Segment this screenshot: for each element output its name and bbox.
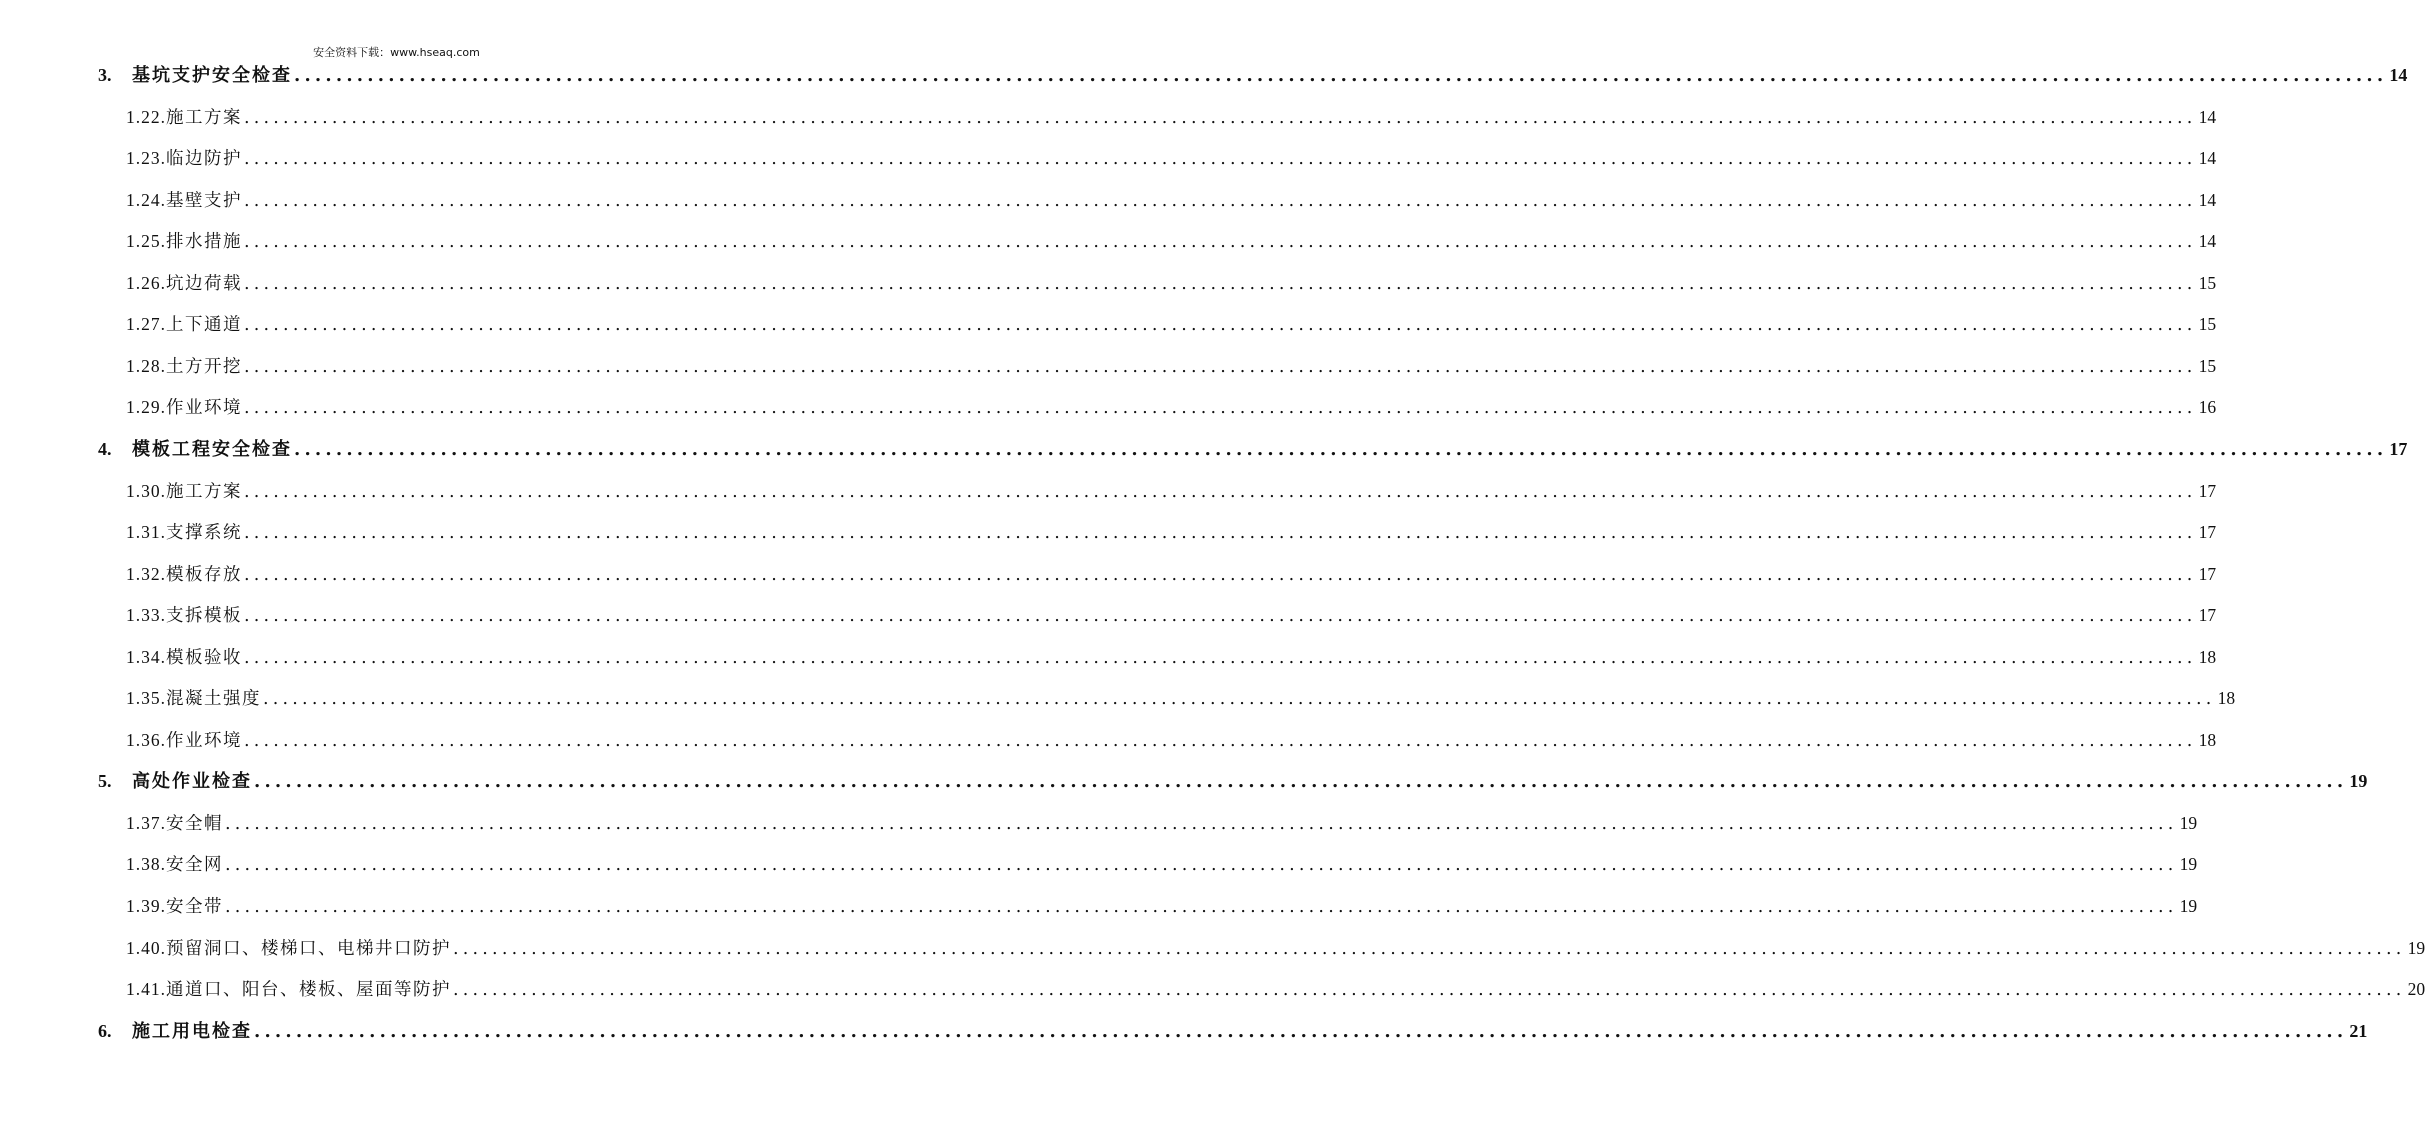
toc-entry-number: 1.22. — [126, 106, 166, 127]
toc-leader-dots: ........................................................................................................................................................................................................ — [254, 771, 2348, 793]
toc-page-number: 15 — [2198, 314, 2217, 335]
toc-leader-dots: ........................................................................................................................................................................................................ — [225, 813, 2178, 834]
toc-leader-dots: ........................................................................................................................................................................................................ — [244, 232, 2197, 253]
toc-entry-title: 1.33.支拆模板 — [126, 605, 242, 627]
toc-leader-dots: ........................................................................................................................................................................................................ — [244, 523, 2197, 544]
toc-leader-dots: ........................................................................................................................................................................................................ — [254, 1020, 2348, 1042]
toc-entry-title: 1.22.施工方案 — [126, 106, 242, 128]
toc-page-number: 14 — [2198, 189, 2217, 210]
toc-entry-number: 5. — [98, 771, 112, 792]
toc-entry-number: 1.40. — [126, 937, 166, 958]
toc-entry-title: 1.41.通道口、阳台、楼板、屋面等防护 — [126, 979, 451, 1001]
toc-page-number: 18 — [2198, 646, 2217, 667]
toc-entry-title: 1.24.基壁支护 — [126, 189, 242, 211]
toc-subsection-entry[interactable] — [126, 644, 2217, 670]
toc-leader-dots: ........................................................................................................................................................................................................ — [244, 564, 2197, 585]
toc-leader-dots: ........................................................................................................................................................................................................ — [294, 65, 2388, 86]
toc-leader-dots: ........................................................................................................................................................................................................ — [244, 606, 2197, 627]
toc-page-number: 19 — [2179, 812, 2198, 833]
toc-subsection-entry[interactable] — [126, 311, 2217, 337]
toc-page-number: 19 — [2179, 896, 2198, 916]
toc-subsection-entry[interactable] — [126, 145, 2217, 171]
toc-subsection-entry[interactable] — [126, 478, 2217, 504]
toc-entry-number: 3. — [98, 65, 112, 85]
toc-leader-dots: ........................................................................................................................................................................................................ — [453, 938, 2406, 959]
toc-subsection-entry[interactable] — [126, 270, 2217, 296]
toc-entry-title: 1.29.作业环境 — [126, 397, 242, 419]
toc-subsection-entry[interactable] — [126, 810, 2198, 836]
toc-subsection-entry[interactable] — [126, 519, 2217, 545]
toc-entry-title: 1.36.作业环境 — [126, 729, 242, 751]
toc-entry-number: 1.24. — [126, 189, 166, 210]
toc-page-number: 21 — [2349, 1020, 2368, 1041]
toc-leader-dots: ........................................................................................................................................................................................................ — [244, 149, 2197, 170]
toc-subsection-entry[interactable] — [126, 935, 2425, 961]
toc-entry-title: 1.30.施工方案 — [126, 480, 242, 502]
toc-entry-number: 4. — [98, 438, 112, 459]
toc-entry-number: 1.29. — [126, 397, 166, 418]
toc-page-number: 17 — [2198, 605, 2217, 626]
toc-page-number: 14 — [2198, 148, 2217, 169]
toc-subsection-entry[interactable] — [126, 893, 2198, 919]
toc-leader-dots: ........................................................................................................................................................................................................ — [244, 481, 2197, 502]
toc-entry-number: 1.37. — [126, 812, 166, 833]
toc-page-number: 17 — [2198, 522, 2217, 543]
toc-entry-number: 1.36. — [126, 729, 166, 750]
toc-page-number: 17 — [2198, 563, 2217, 584]
toc-page-number: 14 — [2389, 65, 2408, 85]
toc-leader-dots: ........................................................................................................................................................................................................ — [263, 689, 2216, 710]
toc-entry-title: 1.34.模板验收 — [126, 646, 242, 668]
toc-subsection-entry[interactable] — [126, 851, 2198, 877]
toc-leader-dots: ........................................................................................................................................................................................................ — [453, 980, 2406, 1001]
toc-page-number: 14 — [2198, 106, 2217, 127]
toc-page-number: 18 — [2217, 688, 2236, 709]
toc-entry-number: 1.32. — [126, 563, 166, 584]
toc-entry-number: 1.27. — [126, 314, 166, 335]
toc-entry-title: 1.38.安全网 — [126, 854, 223, 876]
toc-leader-dots: ........................................................................................................................................................................................................ — [244, 107, 2197, 128]
toc-page-number: 19 — [2179, 854, 2198, 875]
toc-subsection-entry[interactable] — [126, 353, 2217, 379]
toc-entry-number: 1.39. — [126, 896, 166, 916]
toc-entry-title: 1.26.坑边荷载 — [126, 272, 242, 294]
toc-entry-title: 模板工程安全检查 — [132, 438, 292, 460]
toc-entry-title: 1.35.混凝土强度 — [126, 688, 261, 710]
toc-subsection-entry[interactable] — [126, 561, 2217, 587]
toc-entry-title: 高处作业检查 — [132, 771, 252, 793]
toc-section-entry[interactable] — [98, 768, 2368, 794]
toc-subsection-entry[interactable] — [126, 228, 2217, 254]
toc-page-number: 15 — [2198, 355, 2217, 376]
toc-page-number: 14 — [2198, 231, 2217, 252]
toc-entry-number: 1.23. — [126, 148, 166, 169]
toc-leader-dots: ........................................................................................................................................................................................................ — [225, 855, 2178, 876]
toc-page-number: 17 — [2198, 480, 2217, 501]
toc-subsection-entry[interactable] — [126, 976, 2425, 1002]
toc-page-number: 18 — [2198, 729, 2217, 750]
toc-entry-number: 1.30. — [126, 480, 166, 501]
toc-section-entry[interactable] — [98, 436, 2408, 462]
toc-entry-number: 1.26. — [126, 272, 166, 293]
toc-entry-number: 1.28. — [126, 355, 166, 376]
toc-entry-title: 1.28.土方开挖 — [126, 355, 242, 377]
toc-section-entry[interactable] — [98, 1018, 2368, 1044]
toc-entry-number: 1.35. — [126, 688, 166, 709]
toc-subsection-entry[interactable] — [126, 187, 2217, 213]
toc-section-entry[interactable] — [98, 62, 2408, 88]
toc-leader-dots: ........................................................................................................................................................................................................ — [294, 438, 2388, 460]
toc-entry-title: 1.37.安全帽 — [126, 812, 223, 834]
toc-leader-dots: ........................................................................................................................................................................................................ — [244, 273, 2197, 294]
page-header: 安全资料下载：www.hseaq.com — [313, 46, 480, 59]
toc-page-number: 20 — [2407, 979, 2425, 1000]
toc-entry-number: 1.34. — [126, 646, 166, 667]
toc-subsection-entry[interactable] — [126, 104, 2217, 130]
toc-entry-number: 6. — [98, 1020, 112, 1041]
toc-entry-title: 施工用电检查 — [132, 1020, 252, 1042]
toc-leader-dots: ........................................................................................................................................................................................................ — [244, 356, 2197, 377]
toc-page-number: 17 — [2389, 438, 2408, 459]
toc-page-number: 15 — [2198, 272, 2217, 293]
toc-entry-title: 1.32.模板存放 — [126, 563, 242, 585]
toc-entry-title: 1.23.临边防护 — [126, 148, 242, 170]
toc-entry-title: 1.27.上下通道 — [126, 314, 242, 336]
toc-entry-number: 1.33. — [126, 605, 166, 626]
toc-page-number: 19 — [2407, 937, 2425, 958]
toc-leader-dots: ........................................................................................................................................................................................................ — [244, 730, 2197, 751]
toc-entry-title: 1.25.排水措施 — [126, 231, 242, 253]
toc-leader-dots: ........................................................................................................................................................................................................ — [244, 398, 2197, 419]
toc-leader-dots: ........................................................................................................................................................................................................ — [244, 647, 2197, 668]
toc-page-number: 16 — [2198, 397, 2217, 418]
toc-entry-title: 1.31.支撑系统 — [126, 522, 242, 544]
toc-subsection-entry[interactable] — [126, 727, 2217, 753]
toc-entry-title: 1.40.预留洞口、楼梯口、电梯井口防护 — [126, 937, 451, 959]
toc-entry-number: 1.31. — [126, 522, 166, 543]
toc-entry-number: 1.25. — [126, 231, 166, 252]
toc-entry-number: 1.38. — [126, 854, 166, 875]
toc-leader-dots: ........................................................................................................................................................................................................ — [244, 190, 2197, 211]
toc-subsection-entry[interactable] — [126, 602, 2217, 628]
toc-leader-dots: ........................................................................................................................................................................................................ — [244, 315, 2197, 336]
toc-leader-dots: ........................................................................................................................................................................................................ — [225, 897, 2178, 917]
toc-subsection-entry[interactable] — [126, 394, 2217, 420]
toc-subsection-entry[interactable] — [126, 685, 2236, 711]
toc-entry-number: 1.41. — [126, 979, 166, 1000]
toc-entry-title: 1.39.安全带 — [126, 896, 223, 917]
toc-page-number: 19 — [2349, 771, 2368, 792]
toc-entry-title: 基坑支护安全检查 — [132, 65, 292, 86]
